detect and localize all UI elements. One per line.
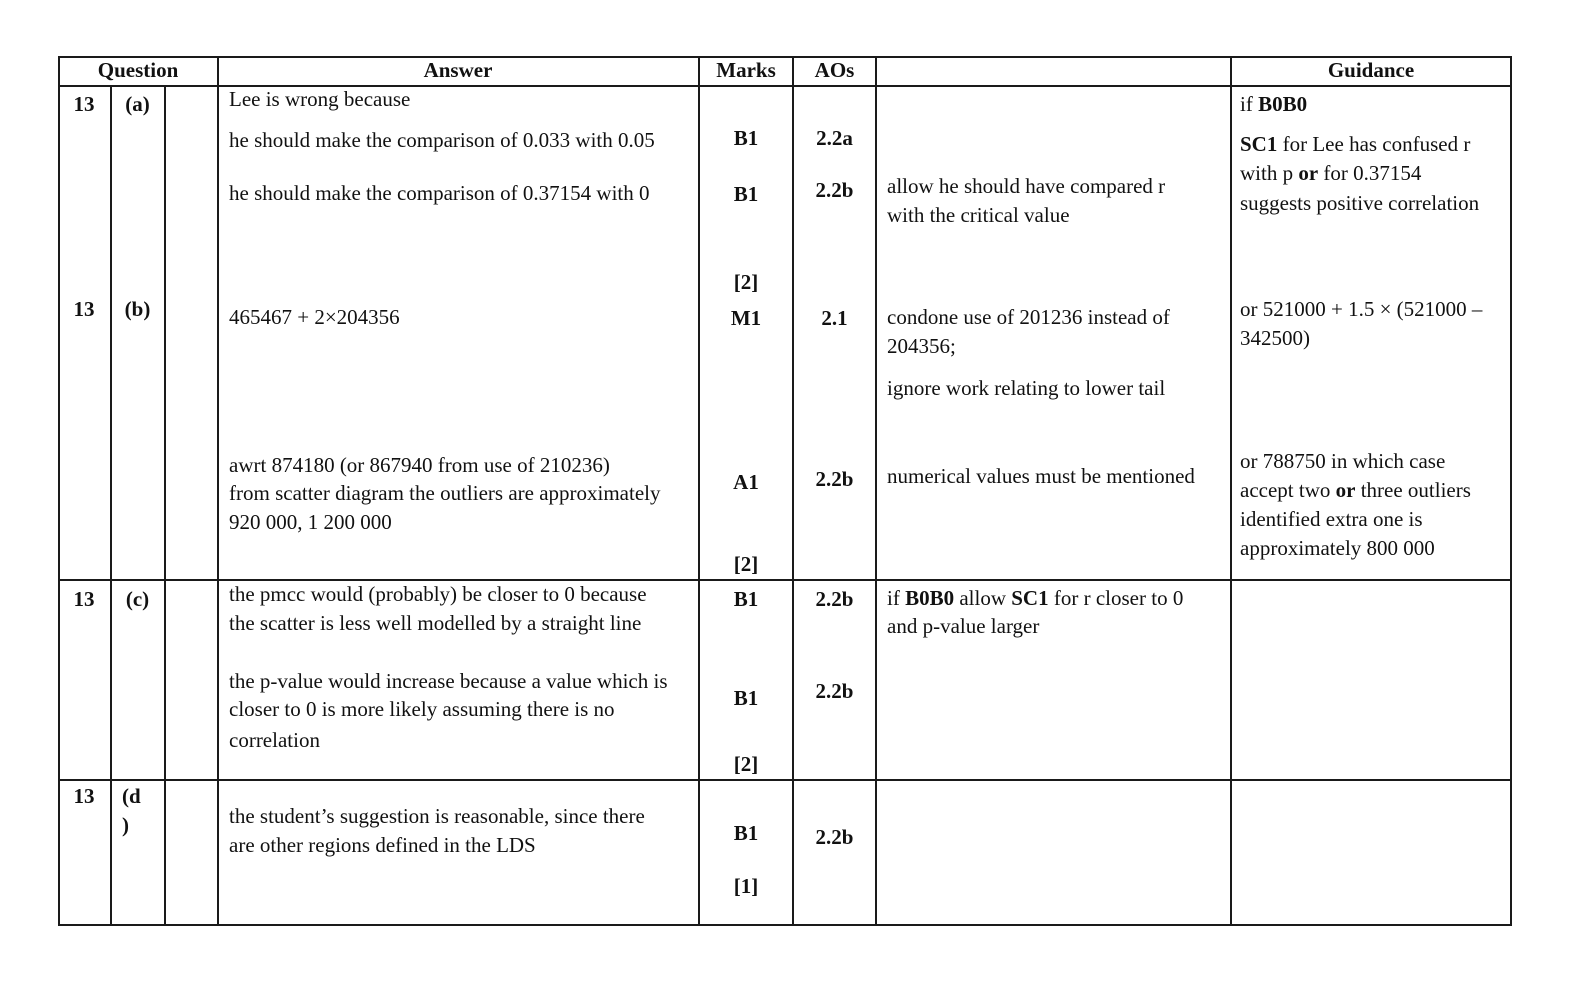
marks-total: [2] [733, 270, 759, 294]
question-number: 13 [73, 587, 95, 611]
answer-text: the pmcc would (probably) be closer to 0 because [229, 582, 647, 606]
question-part: (d [122, 784, 141, 808]
header-aos: AOs [814, 58, 855, 82]
note-text: with the critical value [887, 203, 1070, 227]
guidance-text: accept two or three outliers [1240, 478, 1471, 502]
answer-text: closer to 0 is more likely assuming there is no [229, 697, 615, 721]
answer-text: awrt 874180 (or 867940 from use of 210236) [229, 453, 610, 477]
answer-text: 920 000, 1 200 000 [229, 510, 392, 534]
marks-total: [2] [733, 752, 759, 776]
guidance-text: suggests positive correlation [1240, 191, 1480, 215]
answer-text: Lee is wrong because [229, 87, 411, 111]
answer-text: the p-value would increase because a value which is [229, 669, 668, 693]
ao-code: 2.1 [821, 306, 848, 330]
note-text: ignore work relating to lower tail [887, 376, 1166, 400]
guidance-text: 342500) [1240, 326, 1310, 350]
mark-code: B1 [733, 182, 759, 206]
ao-code: 2.2a [816, 126, 853, 150]
mark-code: B1 [733, 821, 759, 845]
question-part: (c) [125, 587, 150, 611]
question-number: 13 [73, 784, 95, 808]
note-text: numerical values must be mentioned [887, 464, 1195, 488]
question-number: 13 [73, 92, 95, 116]
guidance-text: or 521000 + 1.5 × (521000 – [1240, 297, 1483, 321]
header-question: Question [97, 58, 179, 82]
question-part: (a) [125, 92, 150, 116]
guidance-text: identified extra one is [1240, 507, 1423, 531]
answer-text: he should make the comparison of 0.033 with 0.05 [229, 128, 655, 152]
note-text: 204356; [887, 334, 956, 358]
header-marks: Marks [716, 58, 776, 82]
ao-code: 2.2b [815, 178, 854, 202]
guidance-text: SC1 for Lee has confused r [1240, 132, 1471, 156]
guidance-text: approximately 800 000 [1240, 536, 1435, 560]
answer-text: from scatter diagram the outliers are approximately [229, 481, 661, 505]
marks-total: [2] [733, 552, 759, 576]
header-answer: Answer [423, 58, 493, 82]
question-part: ) [122, 813, 129, 837]
question-number: 13 [73, 297, 95, 321]
marks-total: [1] [733, 874, 759, 898]
answer-text: the student’s suggestion is reasonable, since there [229, 804, 645, 828]
mark-code: A1 [733, 470, 759, 494]
mark-code: B1 [733, 587, 759, 611]
note-text: if B0B0 allow SC1 for r closer to 0 [887, 586, 1184, 610]
note-text: condone use of 201236 instead of [887, 305, 1170, 329]
answer-text: 465467 + 2×204356 [229, 305, 400, 329]
answer-text: correlation [229, 728, 320, 752]
mark-scheme-table [58, 56, 1512, 926]
note-text: and p-value larger [887, 614, 1040, 638]
mark-code: B1 [733, 686, 759, 710]
header-guidance: Guidance [1327, 58, 1415, 82]
ao-code: 2.2b [815, 825, 854, 849]
ao-code: 2.2b [815, 467, 854, 491]
answer-text: are other regions defined in the LDS [229, 833, 536, 857]
note-text: allow he should have compared r [887, 174, 1166, 198]
question-part: (b) [124, 297, 151, 321]
guidance-text: with p or for 0.37154 [1240, 161, 1422, 185]
mark-code: B1 [733, 126, 759, 150]
ao-code: 2.2b [815, 679, 854, 703]
guidance-text: or 788750 in which case [1240, 449, 1446, 473]
answer-text: the scatter is less well modelled by a straight line [229, 611, 642, 635]
answer-text: he should make the comparison of 0.37154 with 0 [229, 181, 650, 205]
ao-code: 2.2b [815, 587, 854, 611]
mark-code: M1 [730, 306, 762, 330]
guidance-text: if B0B0 [1240, 92, 1308, 116]
